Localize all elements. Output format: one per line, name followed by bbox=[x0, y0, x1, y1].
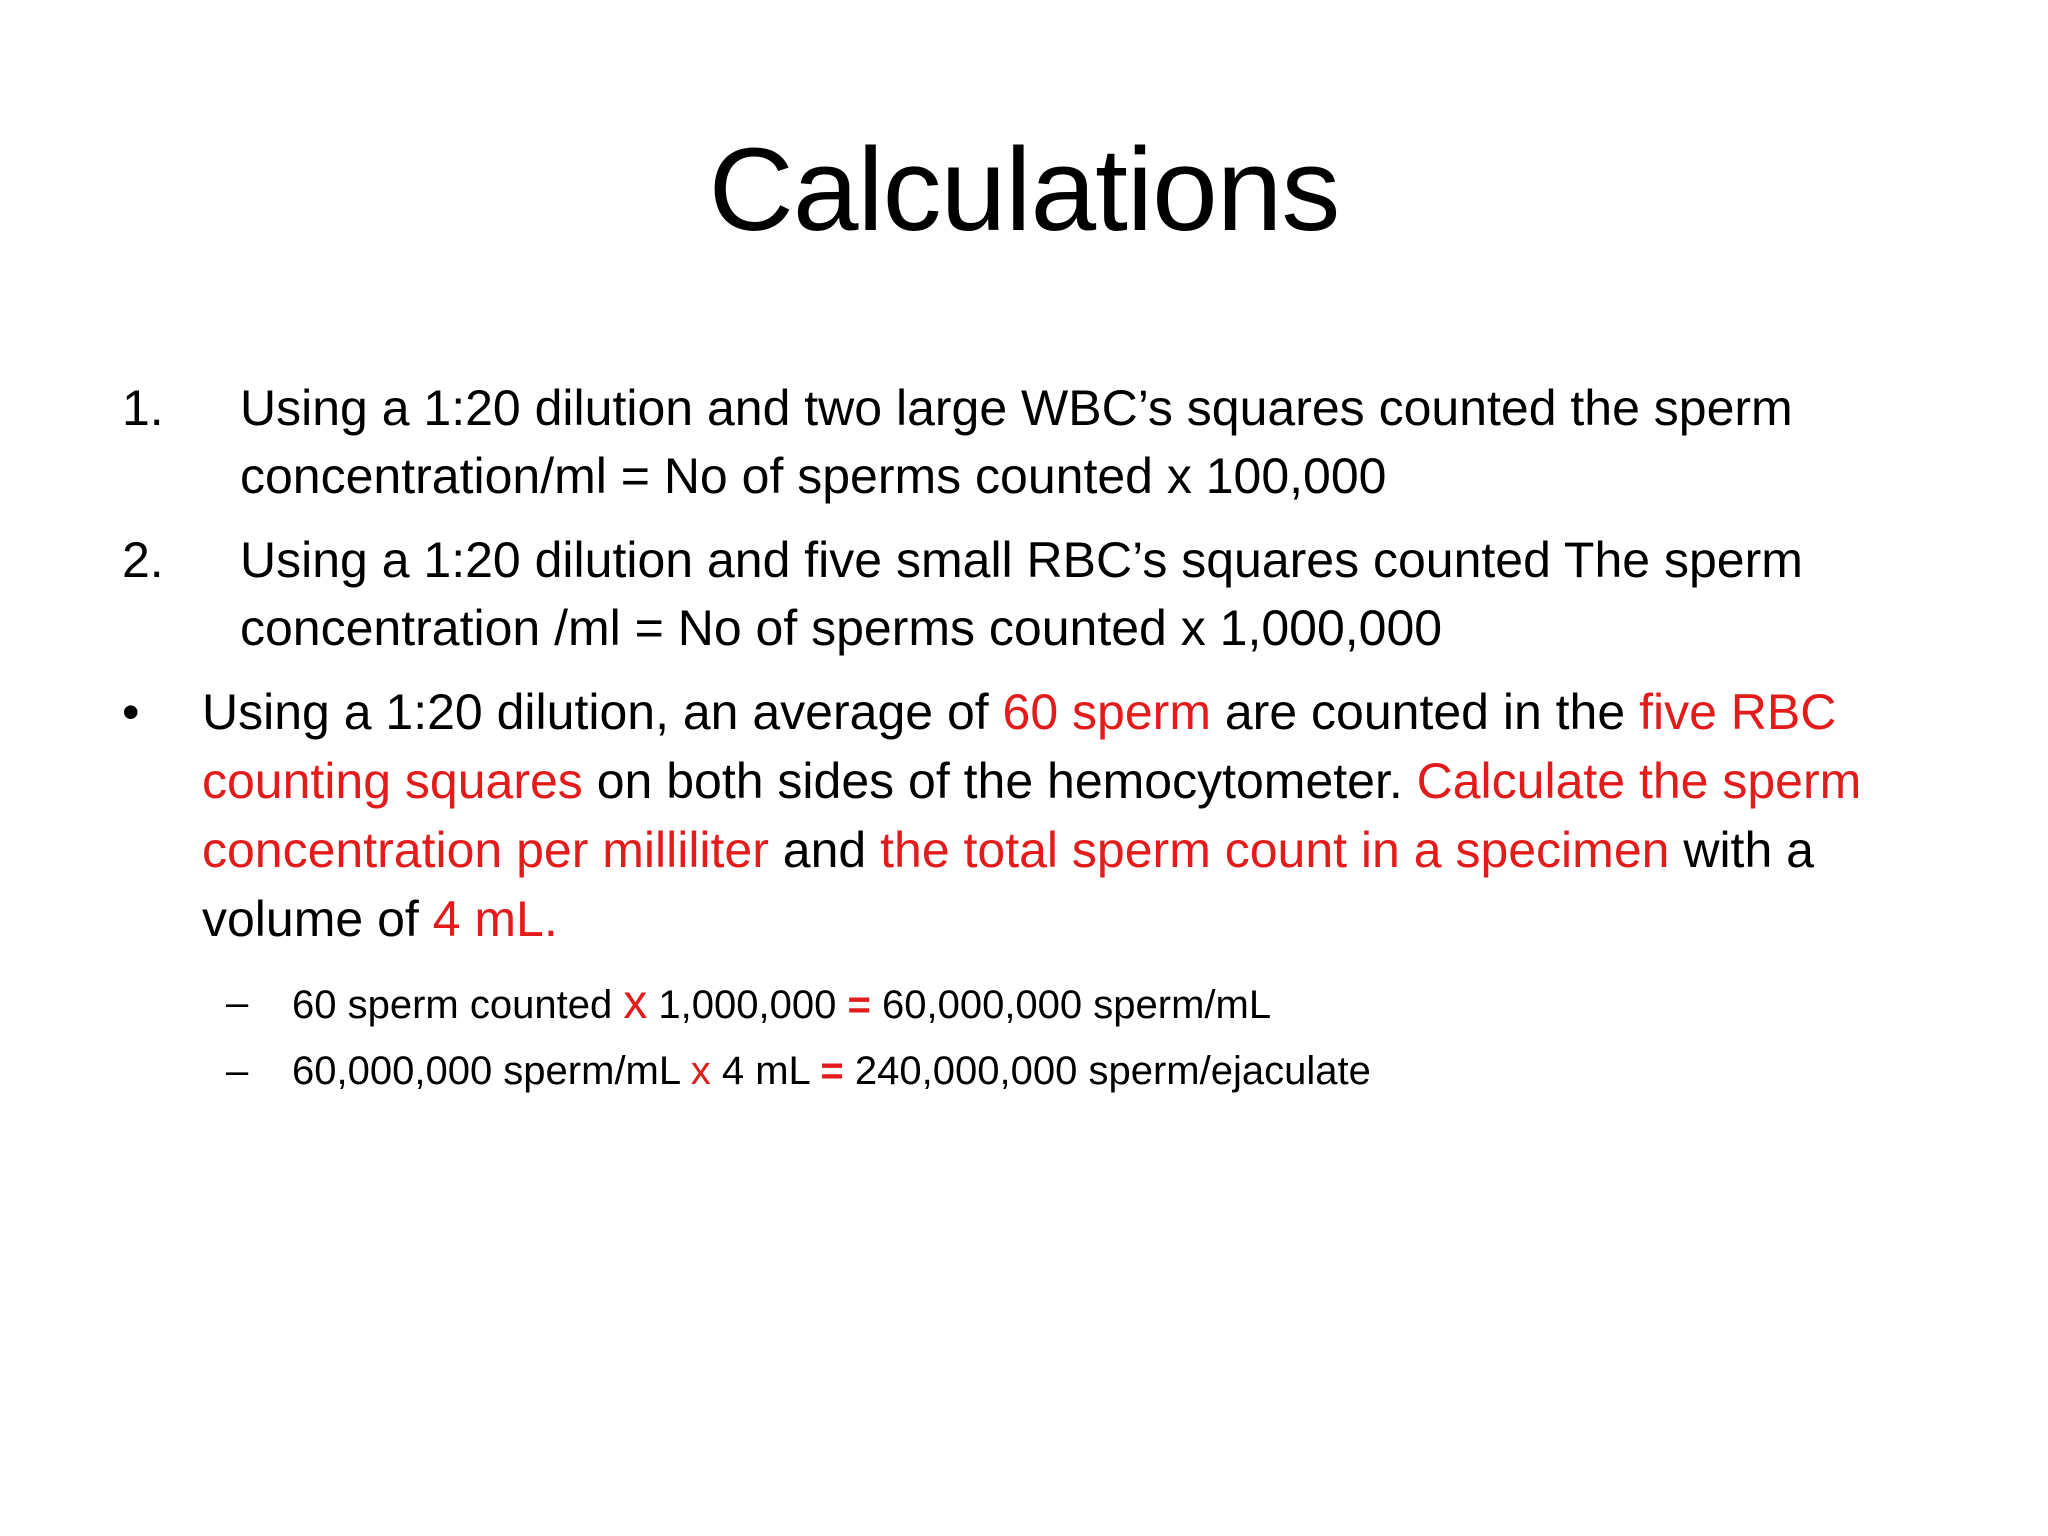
text-run: 60,000,000 sperm/mL bbox=[292, 1049, 691, 1093]
item-number: 1. bbox=[122, 380, 164, 436]
highlight-run: 60 sperm bbox=[1002, 684, 1211, 740]
multiply-operator: x bbox=[623, 976, 648, 1029]
text-run: are counted in the bbox=[1210, 684, 1640, 740]
calculation-text bbox=[292, 977, 1271, 1031]
text-run: with a volume of bbox=[202, 822, 1814, 947]
text-run: 60 sperm counted bbox=[292, 983, 624, 1027]
text-run: 1,000,000 bbox=[647, 983, 848, 1027]
highlight-run: the total sperm count in a specimen bbox=[880, 822, 1670, 878]
item-text: Using a 1:20 dilution and five small RBC’s squares counted The sperm concentration /ml = No of sperms counted x 1,000,000 bbox=[240, 532, 1803, 656]
dash-marker: – bbox=[226, 981, 249, 1025]
item-text: Using a 1:20 dilution and two large WBC’s squares counted the sperm concentration/ml = No of sperms counted x 100,000 bbox=[240, 380, 1793, 504]
equals-operator: = bbox=[820, 1049, 844, 1093]
text-run: Using a 1:20 dilution, an average of bbox=[202, 684, 1003, 740]
text-run: on both sides of the hemocytometer. bbox=[582, 753, 1417, 809]
equals-operator: = bbox=[847, 983, 871, 1027]
calculation-text bbox=[292, 1045, 1371, 1097]
text-run: 60,000,000 sperm/mL bbox=[870, 983, 1272, 1027]
text-run: 4 mL bbox=[710, 1049, 821, 1093]
highlight-run: 4 mL. bbox=[432, 891, 558, 947]
slide-title: Calculations bbox=[708, 124, 1340, 256]
text-run: and bbox=[768, 822, 881, 878]
dash-marker: – bbox=[226, 1049, 249, 1093]
item-number: 2. bbox=[122, 532, 164, 588]
bullet-dot-icon: • bbox=[122, 684, 140, 740]
text-run: 240,000,000 sperm/ejaculate bbox=[843, 1049, 1371, 1093]
multiply-operator: x bbox=[690, 1049, 711, 1093]
problem-text bbox=[202, 678, 1962, 954]
highlight-run: Calculate the sperm concentration per milliliter bbox=[202, 753, 1862, 878]
highlight-run: five RBC counting squares bbox=[202, 684, 1837, 809]
